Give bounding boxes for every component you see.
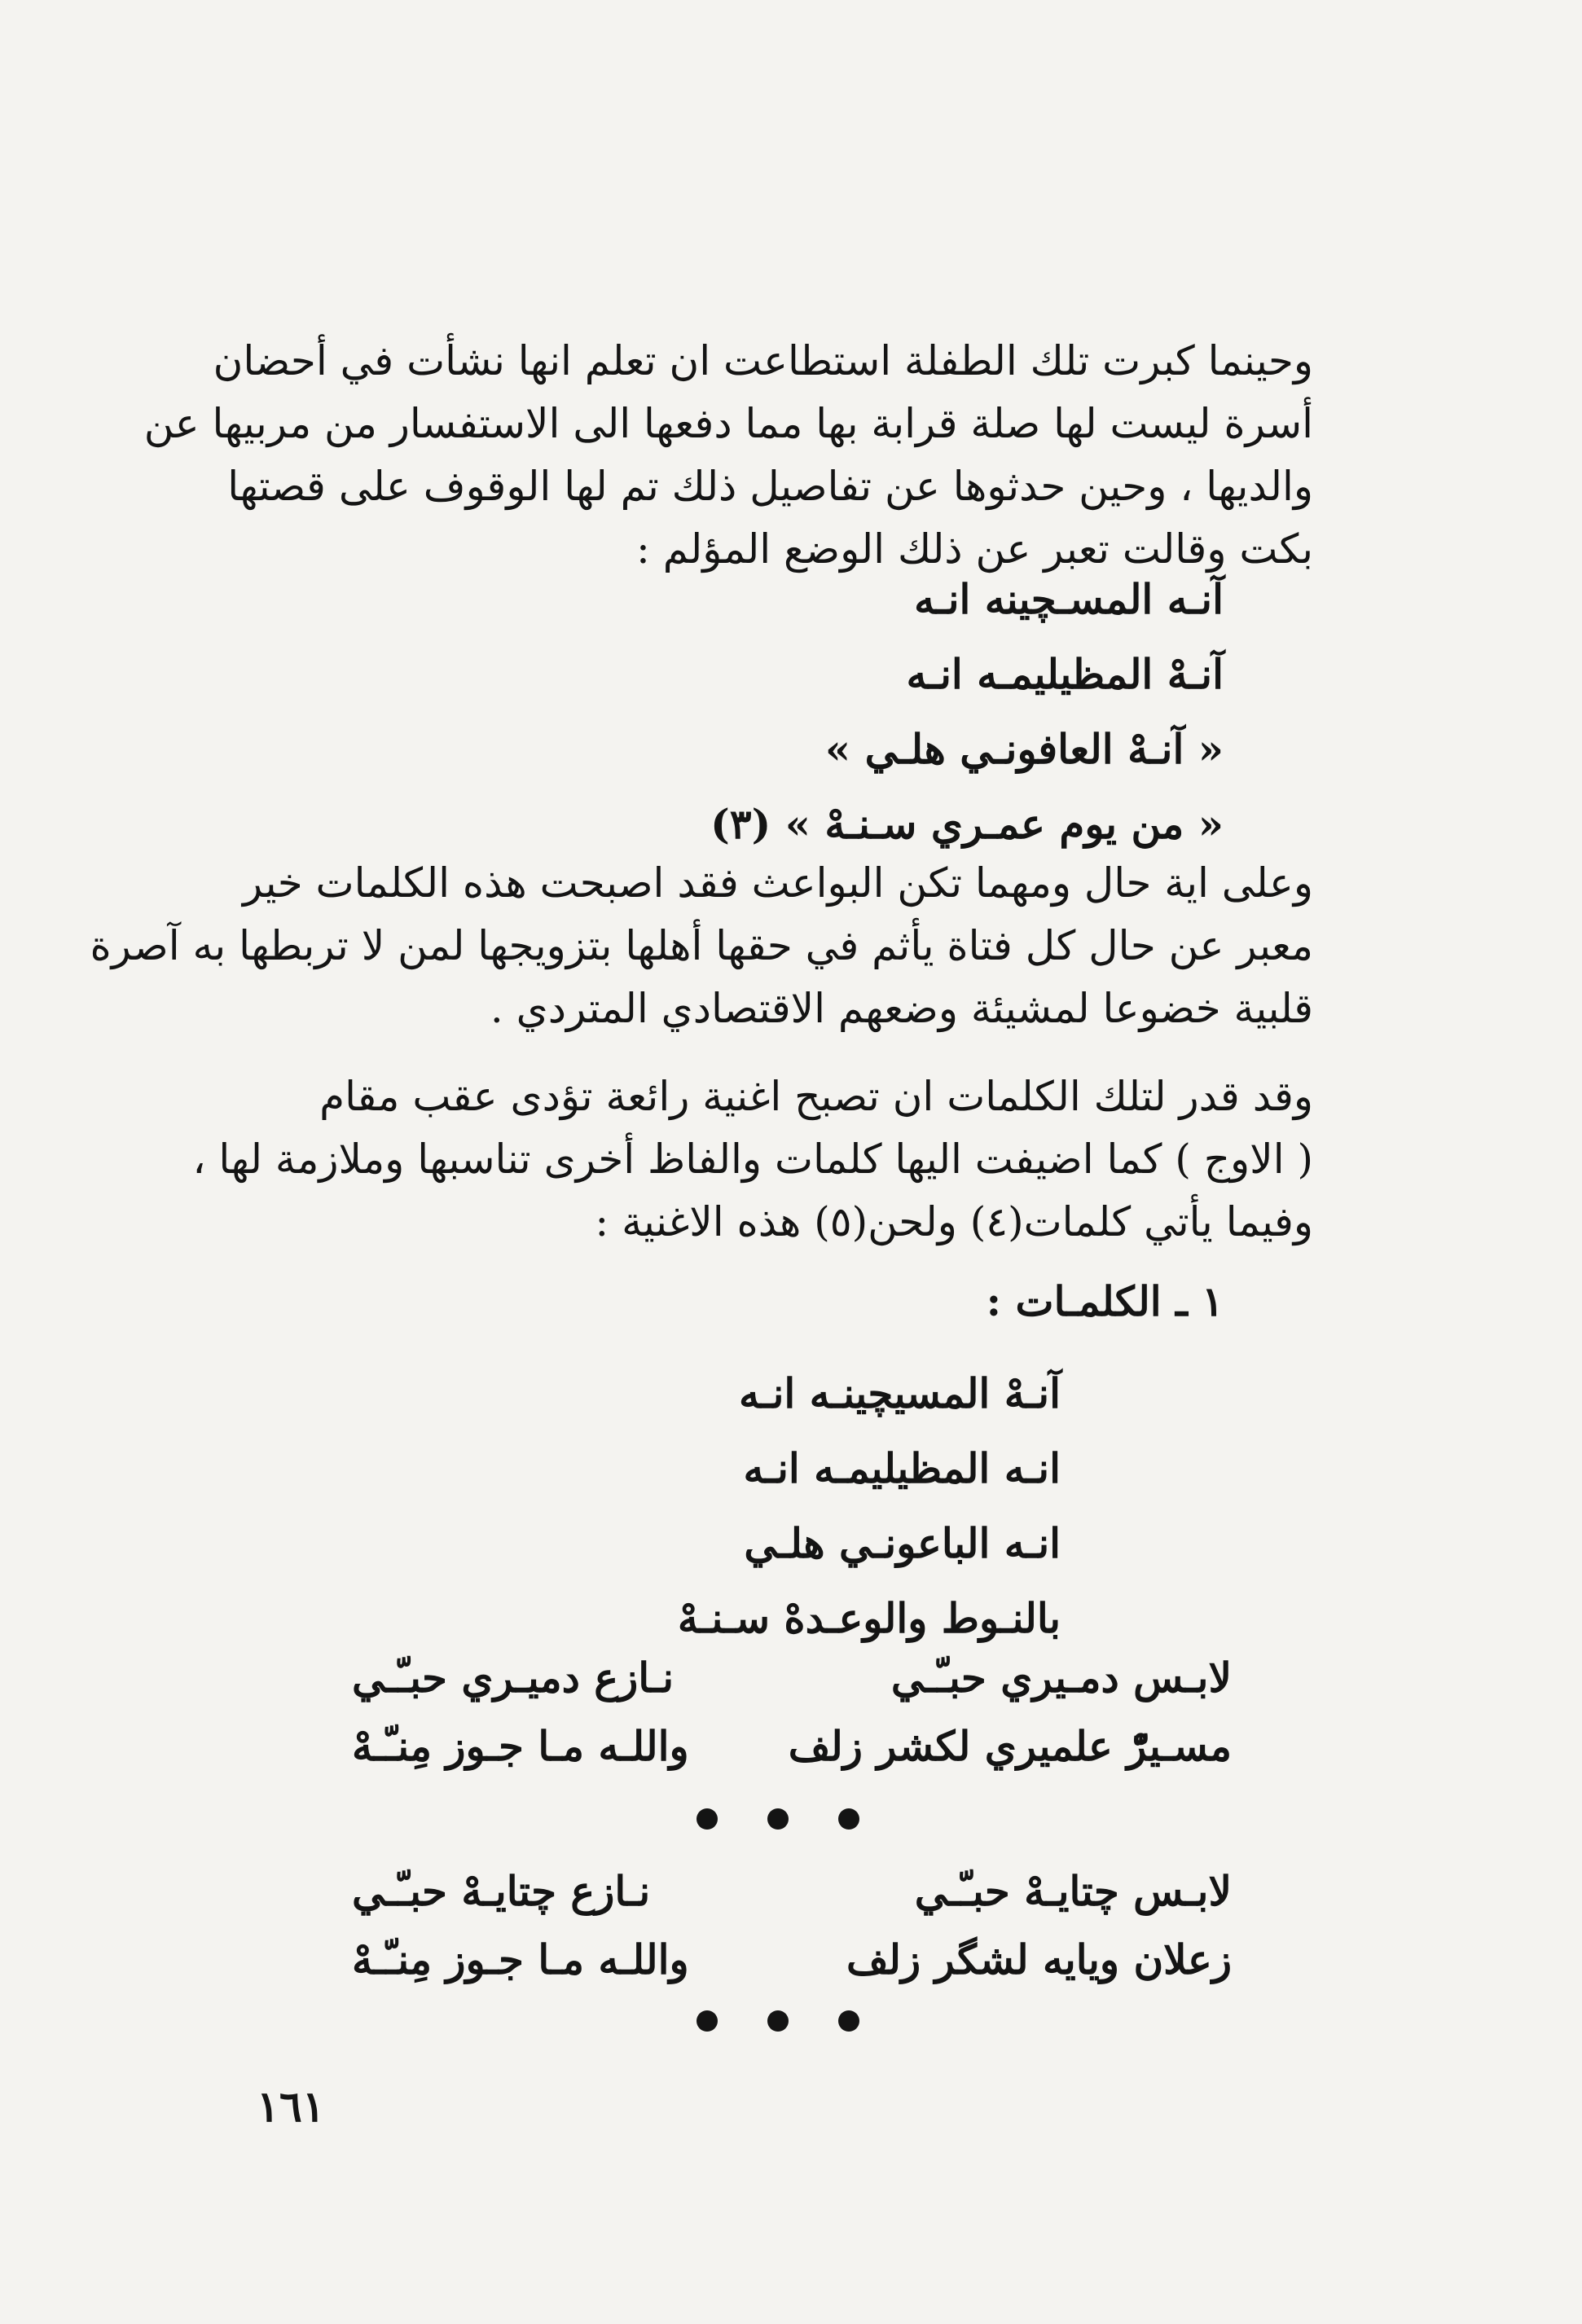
couplet-block-two — [352, 1857, 1232, 1994]
couplet-right-hemistich: مسـيرّْ علميري لكشر زلف — [788, 1722, 1232, 1770]
verse-lament — [710, 562, 1224, 862]
couplet-right-hemistich: لابـس چتايـهْ حبـّـي — [914, 1867, 1232, 1915]
separator-dot — [838, 2010, 859, 2032]
couplet-block-one — [352, 1644, 1232, 1781]
section-separator — [697, 2009, 859, 2033]
couplet-left-hemistich: واللـه مـا جـوز مِنـّـهْ — [352, 1722, 689, 1770]
couplet-row — [352, 1926, 1232, 1994]
paragraph-line: وفيما يأتي كلمات(٤) ولحن(٥) هذه الاغنية : — [595, 1198, 1313, 1245]
paragraph-line: ( الاوج ) كما اضيفت اليها كلمات والفاظ أخرى تناسبها وملازمة لها ، — [192, 1136, 1313, 1183]
paragraph-line: وعلى اية حال ومهما تكن البواعث فقد اصبحت هذه الكلمات خير — [243, 859, 1313, 907]
couplet-left-hemistich: نـازع دميـري حبـّـي — [352, 1654, 675, 1702]
separator-dot — [838, 1808, 859, 1830]
verse-song-opening — [678, 1356, 1061, 1656]
verse-line: آنـهْ المظيليمـه انـه — [906, 650, 1224, 698]
separator-dot — [767, 1808, 789, 1830]
verse-line: انـه الباعونـي هلـي — [744, 1519, 1061, 1567]
verse-line: « آنـهْ العافونـي هلـي » — [824, 725, 1224, 773]
couplet-right-hemistich: لابـس دمـيري حبـّـي — [890, 1654, 1232, 1702]
couplet-row — [352, 1712, 1232, 1781]
paragraph-line: والديها ، وحين حدثوها عن تفاصيل ذلك تم لها الوقوف على قصتها — [227, 463, 1313, 510]
paragraph-song-intro — [192, 1065, 1313, 1254]
verse-line: آنـهْ المسيچينـه انـه — [739, 1369, 1061, 1417]
paragraph-line: معبر عن حال كل فتاة يأثم في حقها أهلها بتزويجها لمن لا تربطها به آصرة — [90, 922, 1313, 969]
separator-dot — [697, 1808, 718, 1830]
paragraph-line: وحينما كبرت تلك الطفلة استطاعت ان تعلم انها نشأت في أحضان — [213, 337, 1313, 384]
paragraph-commentary — [90, 852, 1313, 1040]
separator-dot — [767, 2010, 789, 2032]
couplet-row — [352, 1644, 1232, 1712]
verse-line: « من يوم عمـري سـنـهْ » (٣) — [710, 800, 1224, 848]
verse-line: آنـه المسـچينه انـه — [914, 575, 1224, 623]
paragraph-line: بكت وقالت تعبر عن ذلك الوضع المؤلم : — [636, 525, 1313, 573]
paragraph-line: قلبية خضوعا لمشيئة وضعهم الاقتصادي المتردي . — [490, 985, 1313, 1032]
separator-dot — [697, 2010, 718, 2032]
verse-line: بالنـوط والوعـدهْ سـنـهْ — [677, 1594, 1061, 1642]
section-heading: ١ ـ الكلمـات : — [986, 1277, 1224, 1325]
paragraph-line: وقد قدر لتلك الكلمات ان تصبح اغنية رائعة تؤدى عقب مقام — [319, 1073, 1313, 1120]
verse-line: انـه المظيليمـه انـه — [743, 1444, 1061, 1492]
couplet-left-hemistich: واللـه مـا جـوز مِنـّـهْ — [352, 1935, 689, 1984]
section-separator — [697, 1807, 859, 1831]
page-number: ١٦١ — [257, 2082, 325, 2132]
paragraph-intro — [143, 330, 1313, 581]
couplet-right-hemistich: زعلان ويايه لشگر زلف — [846, 1935, 1232, 1984]
paragraph-line: أسرة ليست لها صلة قرابة بها مما دفعها الى الاستفسار من مربيها عن — [143, 400, 1313, 447]
couplet-row — [352, 1857, 1232, 1926]
couplet-left-hemistich: نـازع چتايـهْ حبـّـي — [352, 1867, 651, 1915]
